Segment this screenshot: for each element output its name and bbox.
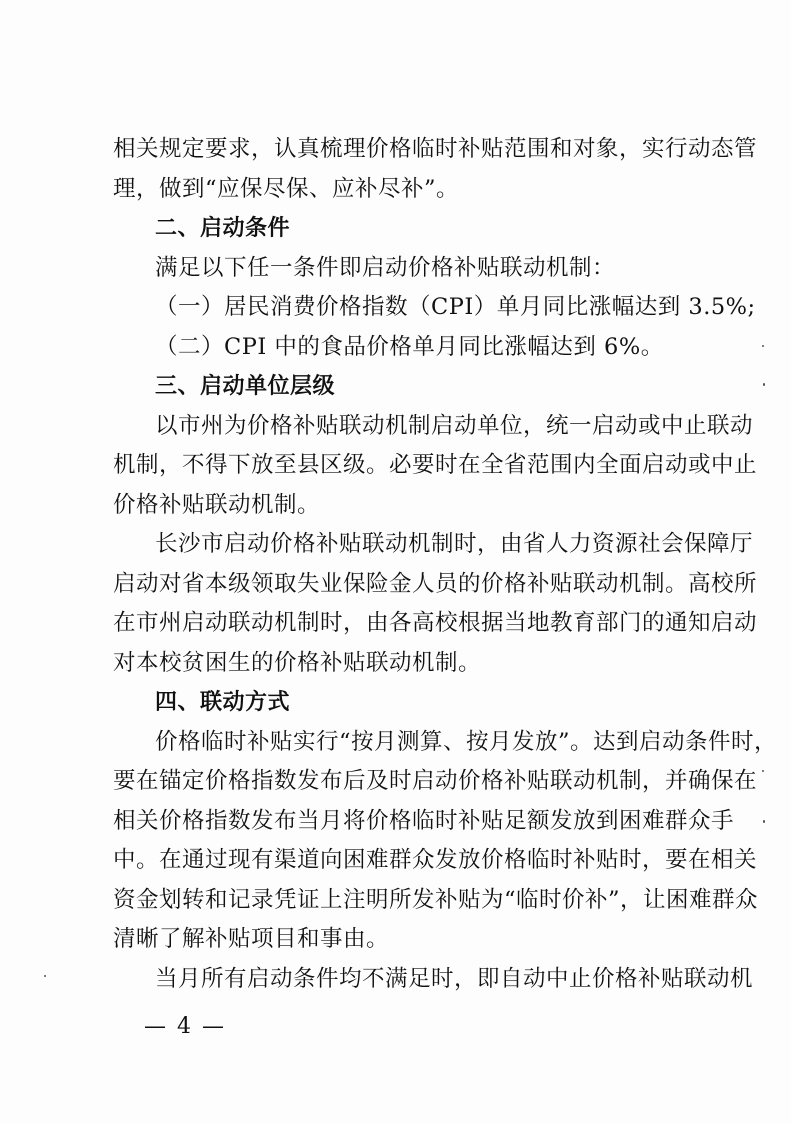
paragraph-line: 价格补贴联动机制。 (113, 491, 321, 518)
scan-speck (763, 383, 765, 386)
scan-speck (44, 975, 46, 977)
paragraph-line: 当月所有启动条件均不满足时，即自动中止价格补贴联动机 (155, 965, 754, 992)
paragraph-line: 在市州启动联动机制时，由各高校根据当地教育部门的通知启动 (113, 610, 758, 636)
section-heading: 三、启动单位层级 (155, 374, 336, 399)
paragraph-line: 相关规定要求，认真梳理价格临时补贴范围和对象，实行动态管 (113, 136, 758, 162)
list-item: （一）居民消费价格指数（CPI）单月同比涨幅达到 3.5%; (155, 294, 756, 320)
paragraph-line: 资金划转和记录凭证上注明所发补贴为“临时价补”，让困难群众 (113, 886, 759, 913)
section-heading: 二、启动条件 (155, 216, 291, 241)
document-body (113, 130, 778, 999)
paragraph-line: 长沙市启动价格补贴联动机制时，由省人力资源社会保障厅 (155, 531, 754, 557)
paragraph-line: 以市州为价格补贴联动机制启动单位，统一启动或中止联动 (155, 412, 754, 439)
section-heading: 四、联动方式 (155, 690, 291, 715)
paragraph-line: 价格临时补贴实行“按月测算、按月发放”。达到启动条件时， (155, 728, 778, 755)
list-item: （二）CPI 中的食品价格单月同比涨幅达到 6%。 (155, 333, 664, 360)
scan-speck (762, 345, 764, 347)
paragraph-line: 对本校贫困生的价格补贴联动机制。 (113, 649, 482, 676)
paragraph-line: 清晰了解补贴项目和事由。 (113, 926, 390, 952)
paragraph-line: 启动对省本级领取失业保险金人员的价格补贴联动机制。高校所 (113, 570, 758, 597)
paragraph-line: 理，做到“应保尽保、应补尽补”。 (113, 175, 460, 202)
paragraph-line: 相关价格指数发布当月将价格临时补贴足额发放到困难群众手 (113, 807, 735, 834)
paragraph-line: 要在锚定价格指数发布后及时启动价格补贴联动机制，并确保在 (113, 768, 758, 794)
scan-speck (763, 820, 765, 823)
scan-speck (762, 770, 764, 772)
page-number: — 4 — (144, 1014, 226, 1039)
paragraph-line: 中。在通过现有渠道向困难群众发放价格临时补贴时，要在相关 (113, 847, 758, 873)
paragraph-line: 满足以下任一条件即启动价格补贴联动机制： (155, 254, 616, 281)
paragraph-line: 机制，不得下放至县区级。必要时在全省范围内全面启动或中止 (113, 452, 758, 478)
